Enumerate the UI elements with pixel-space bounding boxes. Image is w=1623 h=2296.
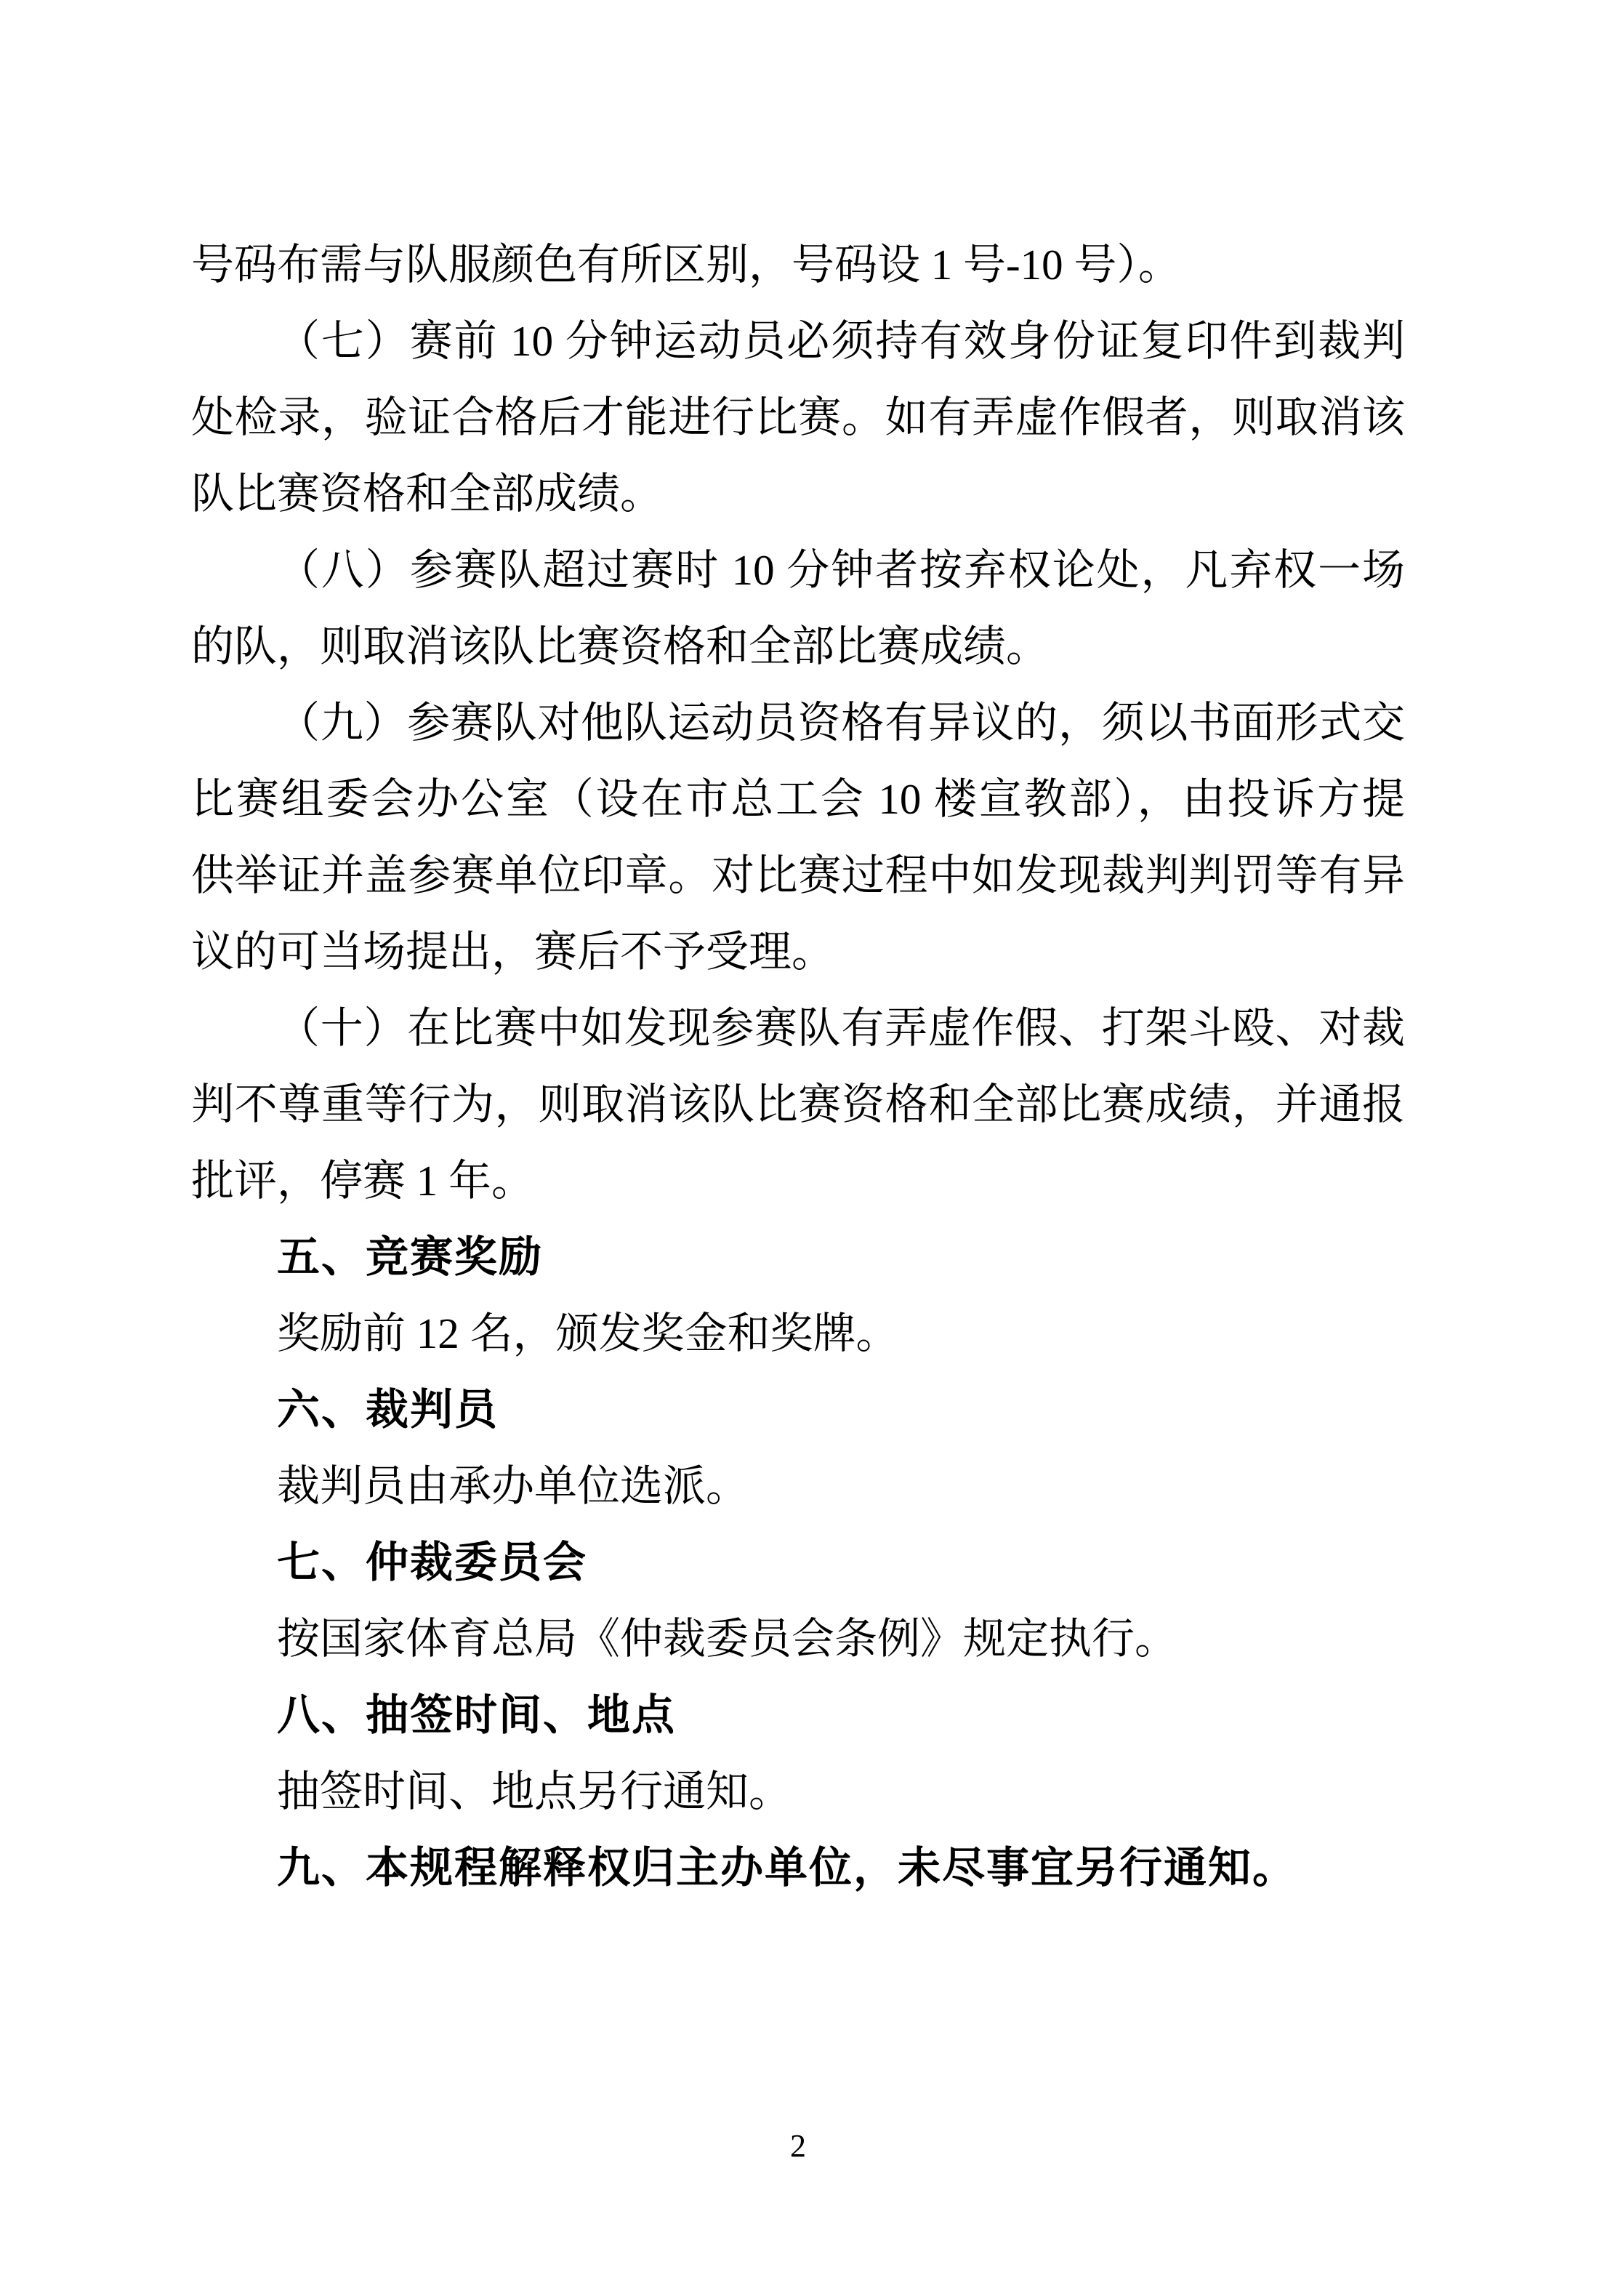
text-line: 的队，则取消该队比赛资格和全部比赛成绩。	[191, 622, 1050, 670]
text-line: （十）在比赛中如发现参赛队有弄虚作假、打架斗殴、对裁	[277, 1004, 1405, 1052]
heading-line: 九、本规程解释权归主办单位，未尽事宜另行通知。	[277, 1844, 1297, 1892]
text-line: 按国家体育总局《仲裁委员会条例》规定执行。	[277, 1615, 1178, 1663]
text-line: 判不尊重等行为，则取消该队比赛资格和全部比赛成绩，并通报	[191, 1080, 1405, 1128]
page-number: 2	[790, 2128, 806, 2164]
text-line: 批评，停赛 1 年。	[191, 1157, 535, 1205]
text-line: 奖励前 12 名，颁发奖金和奖牌。	[277, 1309, 899, 1357]
text-line: （七）赛前 10 分钟运动员必须持有效身份证复印件到裁判	[277, 317, 1405, 365]
text-line: 供举证并盖参赛单位印章。对比赛过程中如发现裁判判罚等有异	[191, 851, 1405, 899]
text-line: 队比赛资格和全部成绩。	[191, 470, 664, 518]
text-line: 处检录，验证合格后才能进行比赛。如有弄虚作假者，则取消该	[191, 393, 1405, 441]
heading-line: 七、仲裁委员会	[277, 1538, 588, 1586]
heading-line: 八、抽签时间、地点	[277, 1691, 677, 1739]
text-line: 抽签时间、地点另行通知。	[277, 1767, 792, 1815]
text-line: 议的可当场提出，赛后不予受理。	[191, 928, 835, 976]
heading-line: 五、竞赛奖励	[277, 1233, 544, 1281]
text-line: 裁判员由承办单位选派。	[277, 1462, 749, 1510]
document-body	[191, 227, 1405, 1906]
text-line: 号码布需与队服颜色有所区别，号码设 1 号-10 号）。	[191, 241, 1181, 289]
text-line: （九）参赛队对他队运动员资格有异议的，须以书面形式交	[277, 699, 1405, 747]
heading-line: 六、裁判员	[277, 1386, 499, 1434]
text-line: 比赛组委会办公室（设在市总工会 10 楼宣教部），由投诉方提	[191, 775, 1405, 823]
text-line: （八）参赛队超过赛时 10 分钟者按弃权论处，凡弃权一场	[277, 546, 1405, 594]
